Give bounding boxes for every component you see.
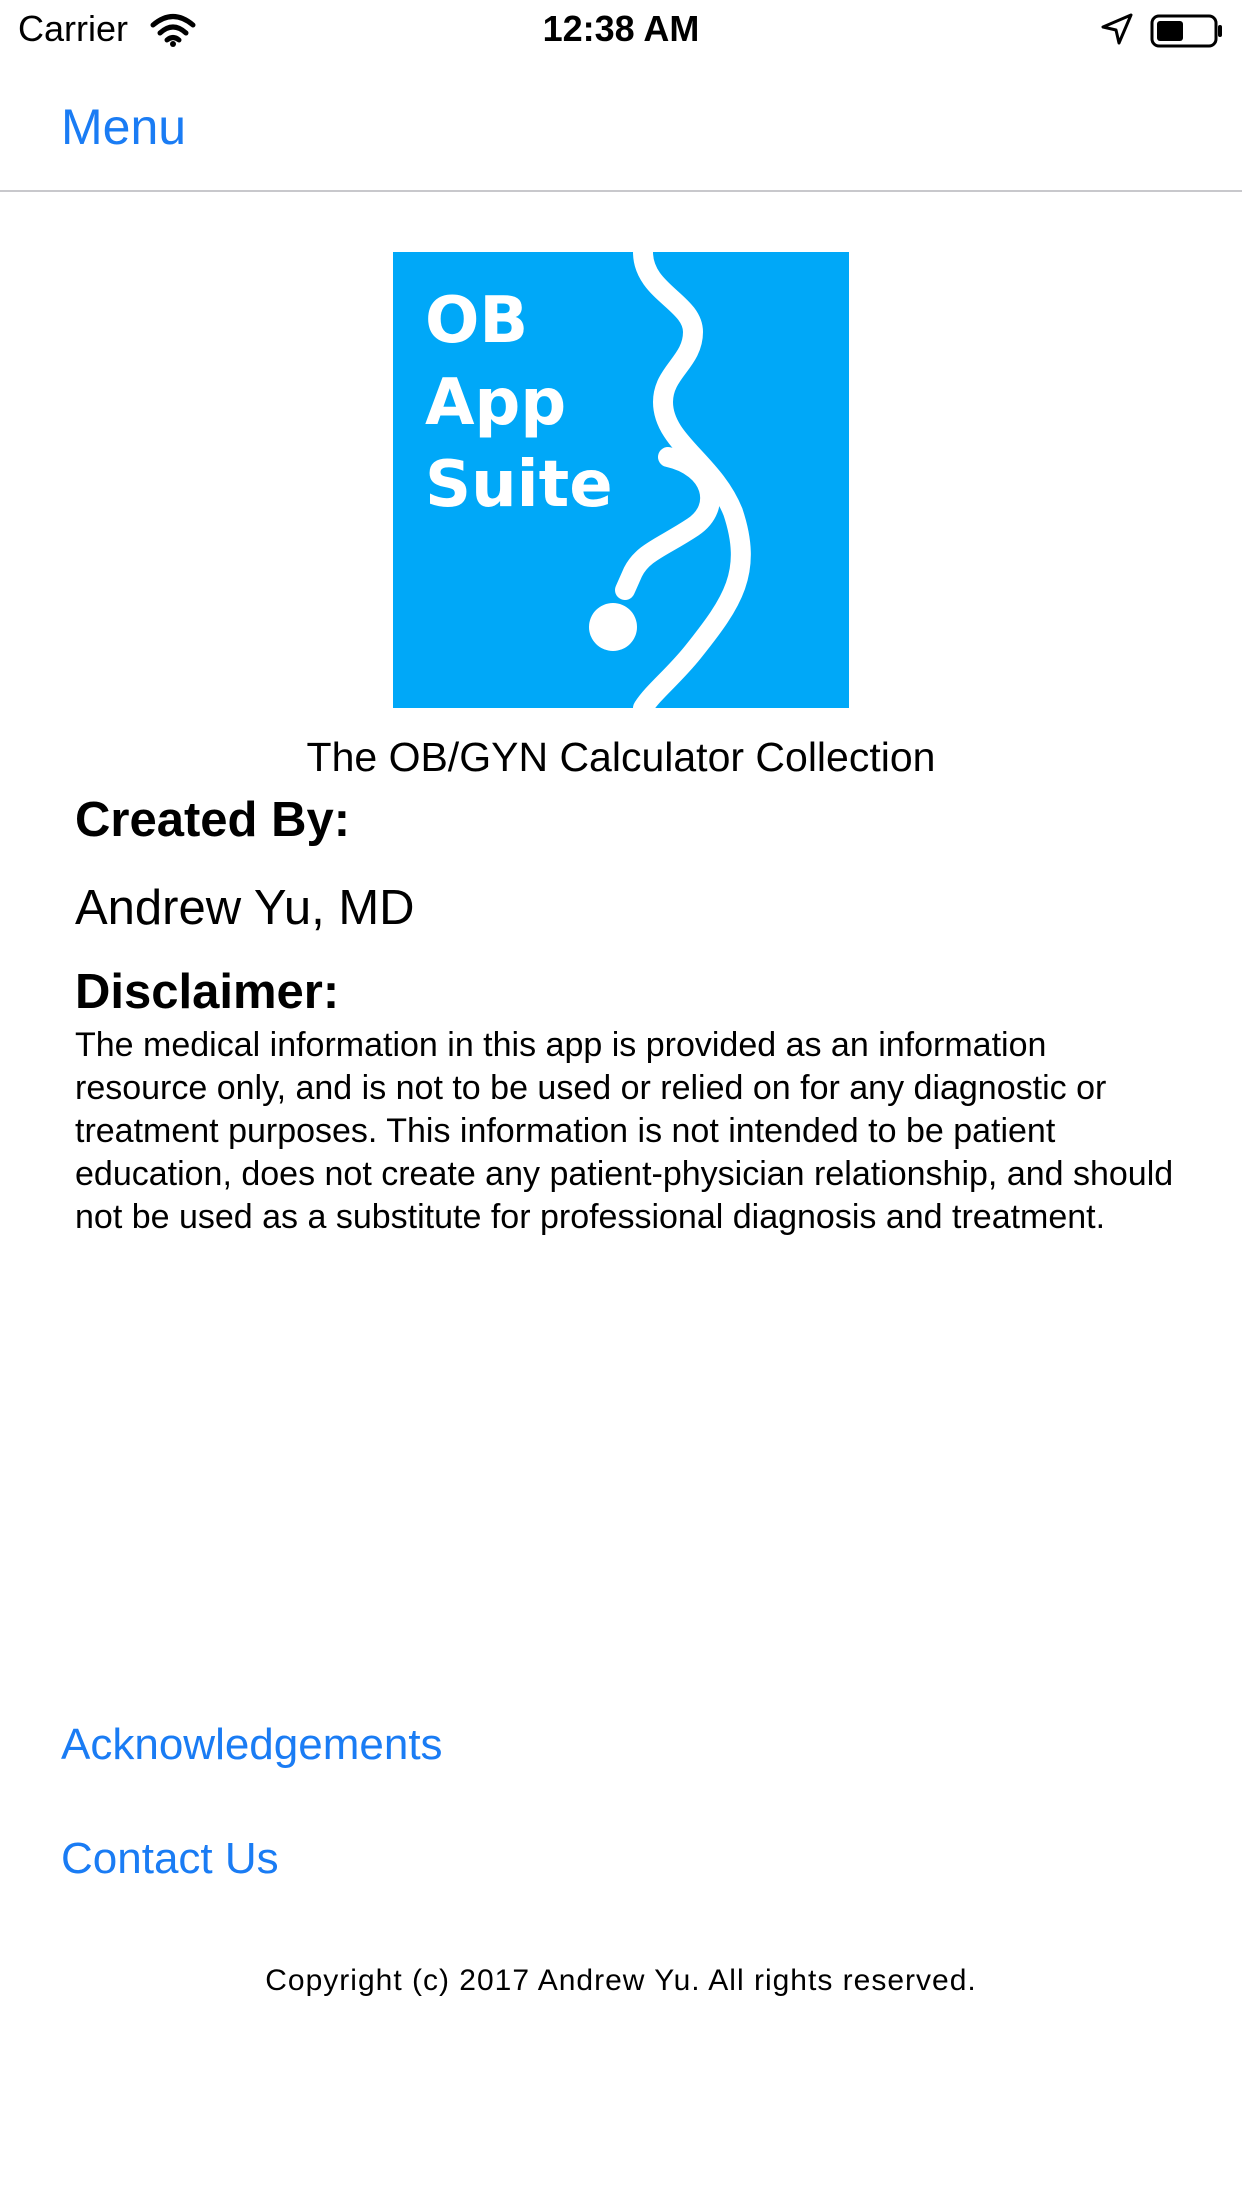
logo-text-suite: Suite xyxy=(425,448,613,522)
logo-text-ob: OB xyxy=(425,284,529,358)
wifi-icon xyxy=(150,12,196,48)
copyright-text: Copyright (c) 2017 Andrew Yu. All rights reserved. xyxy=(265,1964,977,1997)
created-by-heading: Created By: xyxy=(75,793,351,847)
menu-button[interactable]: Menu xyxy=(61,99,187,155)
author-name: Andrew Yu, MD xyxy=(75,881,415,935)
battery-icon xyxy=(1150,14,1224,48)
carrier-label: Carrier xyxy=(18,8,129,49)
disclaimer-text: The medical information in this app is provided as an information resource only, and is not to be used or relied on for any diagnostic or treatment purposes. This information is not intended to be patient education, does not create any patient-physician relationship, and should not be used as a substitute for professional diagnosis and treatment. xyxy=(75,1026,1174,1236)
nav-divider xyxy=(0,190,1242,192)
app-logo xyxy=(393,252,849,708)
logo-text-app: App xyxy=(425,366,567,440)
acknowledgements-link[interactable]: Acknowledgements xyxy=(61,1720,443,1769)
disclaimer-heading: Disclaimer: xyxy=(75,965,340,1019)
contact-us-link[interactable]: Contact Us xyxy=(61,1834,279,1883)
app-subtitle: The OB/GYN Calculator Collection xyxy=(306,734,936,780)
clock: 12:38 AM xyxy=(542,8,700,49)
location-arrow-icon xyxy=(1100,12,1134,46)
